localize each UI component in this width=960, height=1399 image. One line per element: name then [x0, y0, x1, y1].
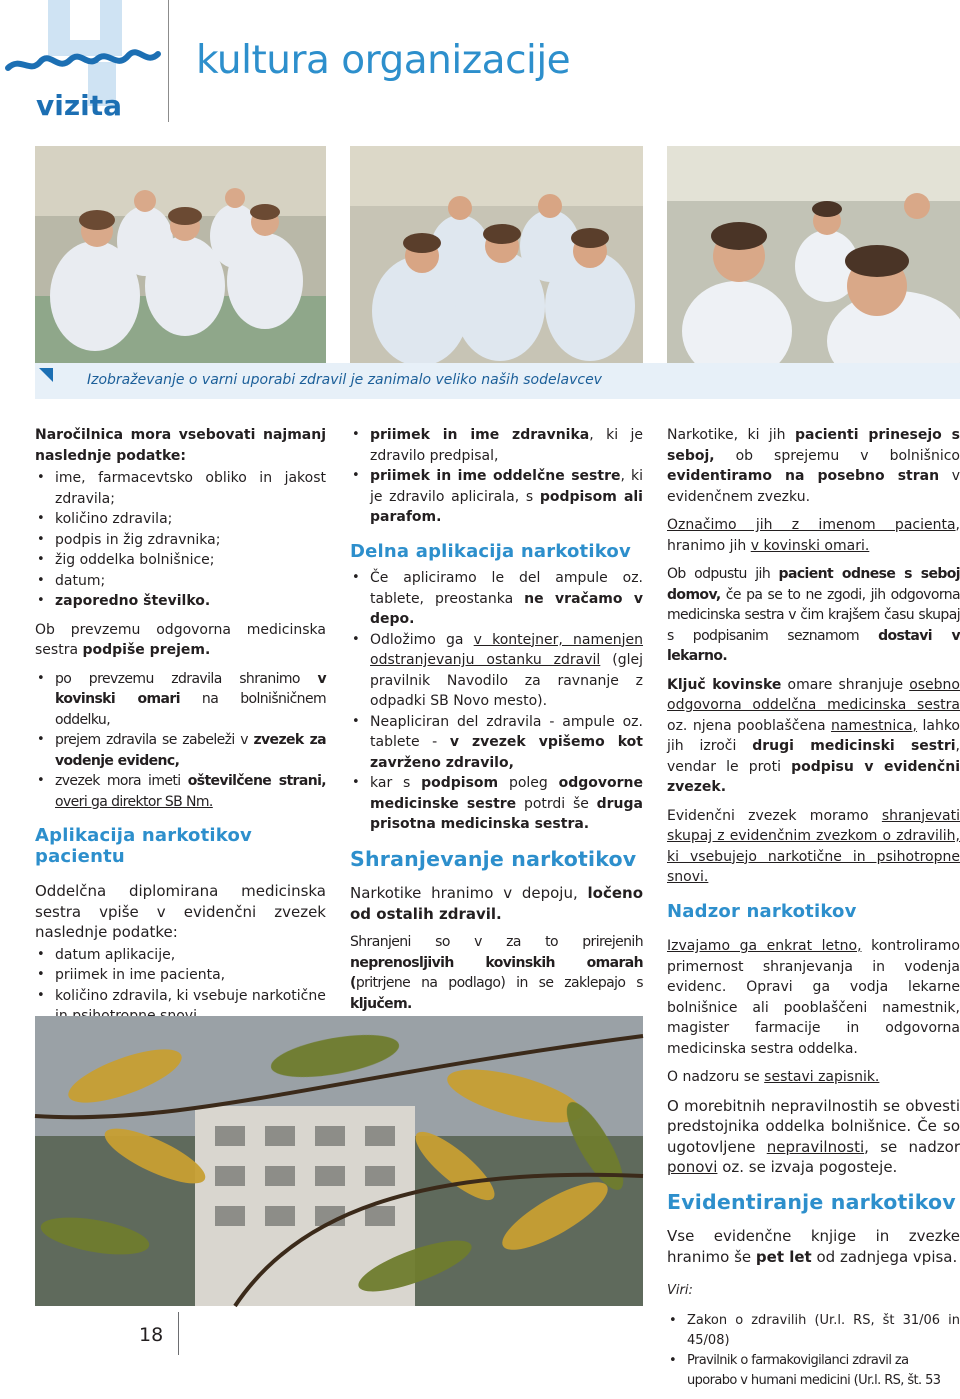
signature-paragraph: Ob prevzemu odgovorna medicinska sestra podpiše prejem. [35, 621, 326, 658]
triangle-marker-icon [39, 368, 53, 382]
storage-paragraph-1: Narkotike hranimo v depoju, ločeno od ostalih zdravil. [350, 884, 643, 923]
list-item: • ime, farmacevtsko obliko in jakost zdravila; [35, 468, 326, 509]
footer-divider [178, 1312, 179, 1355]
photo-audience-right [667, 146, 960, 363]
list-item: • zaporedno številko. [35, 591, 326, 612]
photo-audience-left [35, 146, 326, 363]
list-item: • prejem zdravila se zabeleži v zvezek za vodenje evidenc, [35, 730, 326, 771]
list-item: • Neapliciran del zdravila - ampule oz. tablete - v zvezek vpišemo kot zavrženo zdravilo, [350, 712, 643, 774]
storage-list [35, 669, 326, 813]
column-1 [35, 425, 326, 1035]
supervision-paragraph-2: O nadzoru se sestavi zapisnik. [667, 1069, 880, 1085]
header-divider [168, 0, 169, 122]
application-list [35, 945, 326, 1027]
vizita-logo [0, 0, 180, 130]
sources-label: Viri: [667, 1283, 693, 1298]
discharge-paragraph: Ob odpustu jih pacient odnese s seboj domov, če pa se to ne zgodi, jih odgovorna medicinska sestra v čim krajšem času skupaj s podpisanim seznamom dostavi v lekarno. [667, 566, 960, 664]
section-title: kultura organizacije [196, 38, 571, 83]
list-item: • zvezek mora imeti oštevilčene strani, overi ga direktor SB Nm. [35, 771, 326, 812]
list-item: • datum; [35, 571, 326, 592]
list-item: • Zakon o zdravilih (Ur.l. RS, št 31/06 in 45/08) [667, 1311, 960, 1351]
photo-caption: Izobraževanje o varni uporabi zdravil je zanimalo veliko naših sodelavcev [87, 372, 602, 388]
list-item: • Odložimo ga v kontejner, namenjen odstranjevanju ostanku zdravil (glej pravilnik Navodilo za ravnanje z odpadki SB Novo mesto). [350, 630, 643, 712]
heading-recording: Evidentiranje narkotikov [667, 1189, 956, 1214]
heading-storage: Shranjevanje narkotikov [350, 846, 637, 871]
recording-paragraph: Vse evidenčne knjige in zvezke hranimo še pet let od zadnjega vpisa. [667, 1227, 960, 1266]
photo-caption-bar [35, 363, 960, 399]
storage-paragraph-2: Shranjeni so v za to prirejenih neprenosljivih kovinskih omarah (pritrjene na podlago) in se zaklepajo s ključem. [350, 934, 643, 1012]
photo-leaves [35, 1016, 643, 1306]
order-requirements-list [35, 468, 326, 612]
application-list-cont [350, 425, 643, 528]
heading-application: Aplikacija narkotikov pacientu [35, 825, 252, 867]
list-item: • podpis in žig zdravnika; [35, 530, 326, 551]
list-item: • količino zdravila; [35, 509, 326, 530]
logo-text: vizita [36, 89, 123, 122]
list-item: • priimek in ime zdravnika, ki je zdravilo predpisal, [350, 425, 643, 466]
patient-narcotics-paragraph: Narkotike, ki jih pacienti prinesejo s seboj, ob sprejemu v bolnišnico evidentiramo na posebno stran v evidenčnem zvezku. [667, 427, 960, 505]
page-number: 18 [139, 1324, 164, 1346]
key-paragraph: Ključ kovinske omare shranjuje osebno odgovorna oddelčna medicinska sestra oz. njena pooblaščena namestnica, lahko jih izroči drugi medicinski sestri, vendar le proti podpisu v evidenčni zvezek. [667, 676, 960, 795]
supervision-paragraph-3: O morebitnih nepravilnostih se obvesti predstojnika oddelka bolnišnice. Če so ugotovljene nepravilnosti, se nadzor ponovi oz. se izvaja pogosteje. [667, 1096, 960, 1176]
heading-supervision: Nadzor narkotikov [667, 900, 857, 922]
column-2 [350, 425, 643, 1022]
list-item: • kar s podpisom poleg odgovorne medicinske sestre potrdi še druga prisotna medicinska sestra. [350, 773, 643, 835]
list-item: • po prevzemu zdravila shranimo v kovinski omari na bolnišničnem oddelku, [35, 669, 326, 731]
column-3 [667, 425, 960, 1399]
labeling-paragraph: Označimo jih z imenom pacienta, hranimo jih v kovinski omari. [667, 517, 960, 554]
photo-audience-center [350, 146, 643, 363]
list-item: • Če apliciramo le del ampule oz. tablete, preostanka ne vračamo v depo. [350, 568, 643, 630]
list-item: • priimek in ime oddelčne sestre, ki je zdravilo aplicirala, s podpisom ali parafom. [350, 466, 643, 528]
notebook-paragraph: Evidenčni zvezek moramo shranjevati skupaj z evidenčnim zvezkom o zdravilih, ki vsebujejo narkotične in psihotropne snovi. [667, 807, 960, 885]
order-requirements-heading: Naročilnica mora vsebovati najmanj naslednje podatke: [35, 427, 326, 464]
list-item: • priimek in ime pacienta, [35, 965, 326, 986]
partial-application-list [350, 568, 643, 835]
supervision-paragraph-1: Izvajamo ga enkrat letno, kontroliramo primernost shranjevanja in vodenja evidenc. Opravi ga vodja lekarne bolnišnice ali pooblaščeni namestnik, magister farmacije in odgovorna medicinska sestra oddelka. [667, 938, 960, 1057]
list-item: • žig oddelka bolnišnice; [35, 550, 326, 571]
application-intro: Oddelčna diplomirana medicinska sestra vpiše v evidenčni zvezek naslednje podatke: [35, 882, 326, 941]
list-item: • Pravilnik o farmakovigilanci zdravil za uporabo v humani medicini (Ur.l. RS, št. 53 [667, 1351, 960, 1391]
list-item: • količino zdravila, ki vsebuje narkotične [35, 986, 326, 1027]
sources-list [667, 1311, 960, 1391]
list-item: • datum aplikacije, [35, 945, 326, 966]
sources-section [667, 1281, 960, 1391]
heading-partial-application: Delna aplikacija narkotikov [350, 540, 631, 562]
